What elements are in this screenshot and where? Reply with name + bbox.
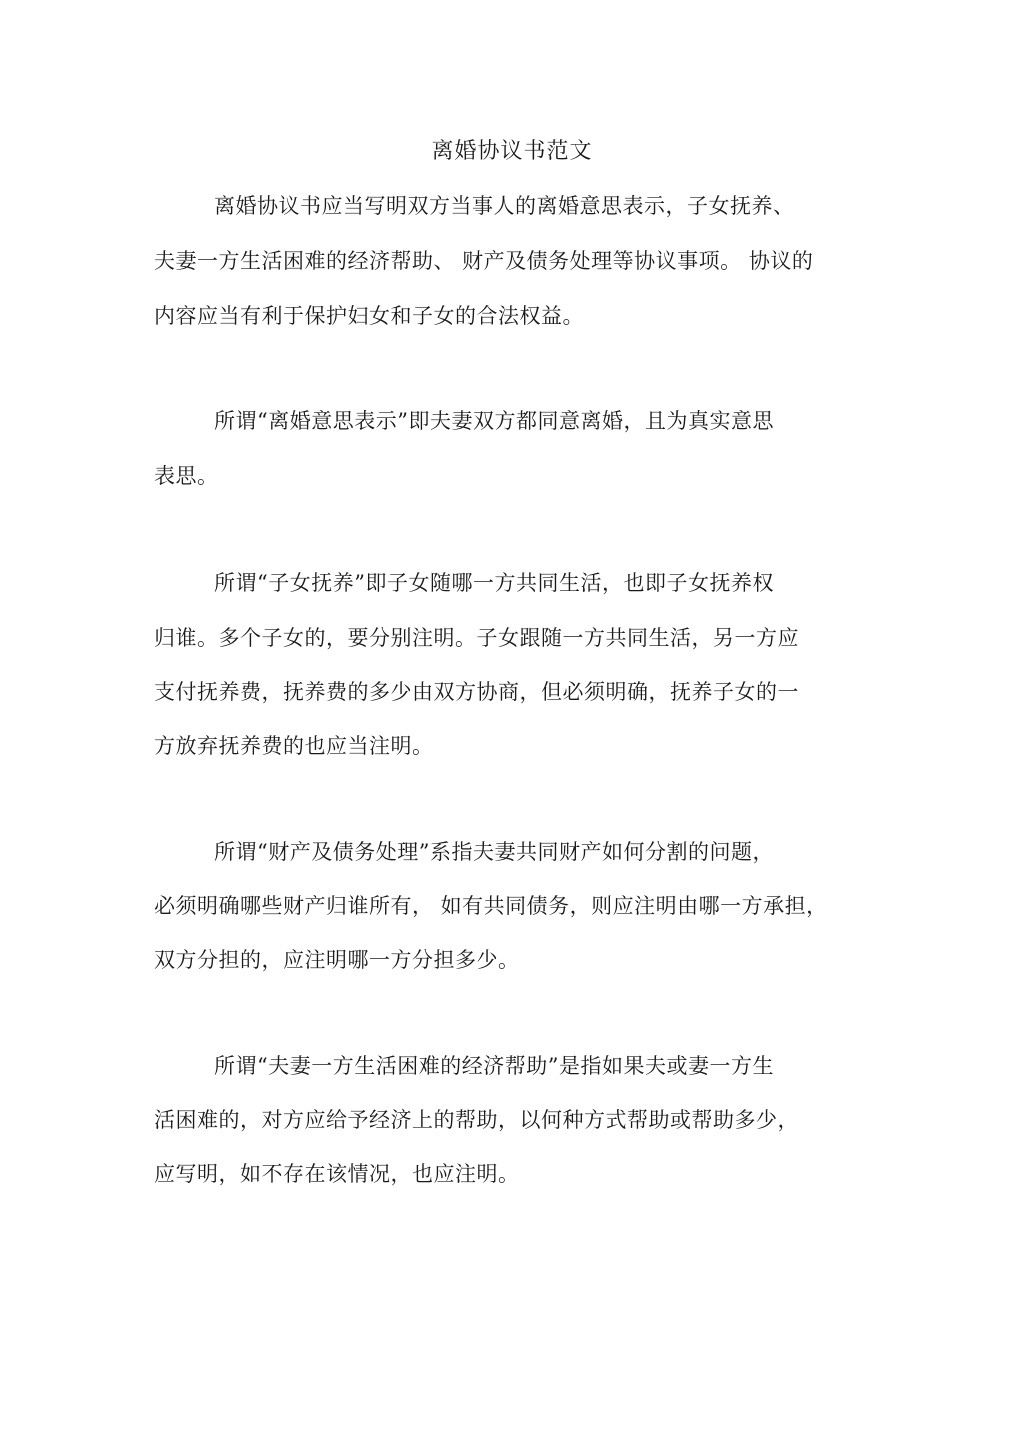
paragraph-3-line-3: 支付抚养费，抚养费的多少由双方协商，但必须明确，抚养子女的一 xyxy=(154,680,799,704)
paragraph-4-line-2: 必须明确哪些财产归谁所有， 如有共同债务，则应注明由哪一方承担， xyxy=(154,894,828,918)
paragraph-1-line-1: 离婚协议书应当写明双方当事人的离婚意思表示，子女抚养、 xyxy=(214,194,795,218)
paragraph-5-line-3: 应写明，如不存在该情况，也应注明。 xyxy=(154,1162,520,1186)
paragraph-2-line-2: 表思。 xyxy=(154,464,219,488)
paragraph-5-line-1: 所谓“夫妻一方生活困难的经济帮助”是指如果夫或妻一方生 xyxy=(214,1054,774,1078)
paragraph-1-line-2: 夫妻一方生活困难的经济帮助、 财产及债务处理等协议事项。 协议的 xyxy=(154,249,814,273)
paragraph-1-line-3: 内容应当有利于保护妇女和子女的合法权益。 xyxy=(154,304,584,328)
document-title: 离婚协议书范文 xyxy=(431,139,593,164)
paragraph-3-line-4: 方放弃抚养费的也应当注明。 xyxy=(154,734,434,758)
paragraph-5-line-2: 活困难的，对方应给予经济上的帮助，以何种方式帮助或帮助多少， xyxy=(154,1108,799,1132)
paragraph-3-line-2: 归谁。多个子女的，要分别注明。子女跟随一方共同生活，另一方应 xyxy=(154,626,799,650)
paragraph-3-line-1: 所谓“子女抚养”即子女随哪一方共同生活，也即子女抚养权 xyxy=(214,571,774,595)
paragraph-4-line-1: 所谓“财产及债务处理”系指夫妻共同财产如何分割的问题， xyxy=(214,840,774,864)
paragraph-4-line-3: 双方分担的，应注明哪一方分担多少。 xyxy=(154,948,520,972)
paragraph-2-line-1: 所谓“离婚意思表示”即夫妻双方都同意离婚，且为真实意思 xyxy=(214,409,774,433)
